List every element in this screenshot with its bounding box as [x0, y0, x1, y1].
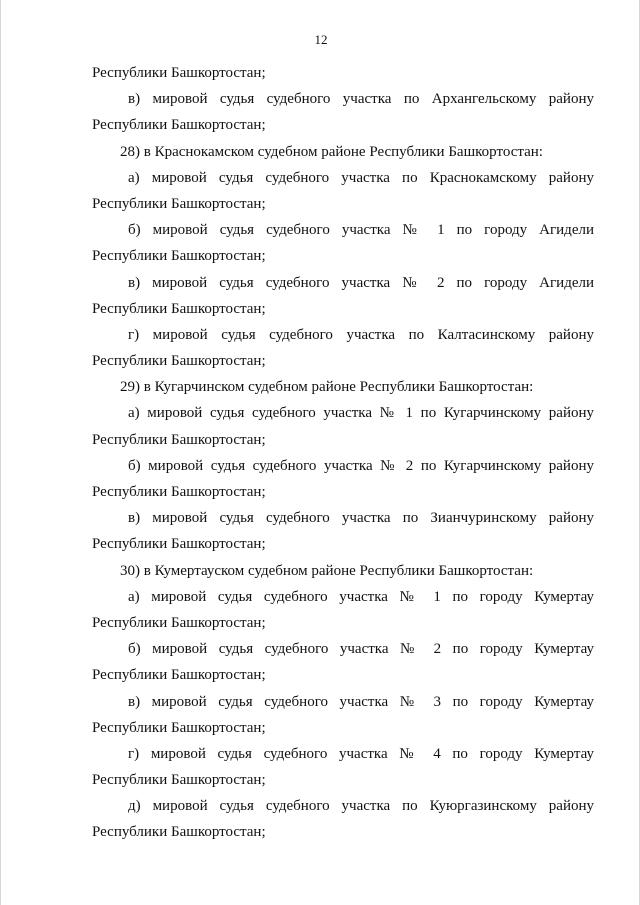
page-number: 12 [314, 32, 328, 47]
continuation-line: Республики Башкортостан; [92, 719, 266, 736]
list-item-line: б) мировой судья судебного участка № 1 по городу Агидели [128, 222, 594, 239]
continuation-line: Республики Башкортостан; [92, 353, 266, 370]
list-item-line: г) мировой судья судебного участка по Калтасинскому району [128, 326, 594, 343]
continuation-line: Республики Башкортостан; [92, 614, 266, 631]
continuation-line: Республики Башкортостан; [92, 824, 266, 841]
list-item-line: г) мировой судья судебного участка № 4 по городу Кумертау [128, 745, 594, 762]
list-item-line: б) мировой судья судебного участка № 2 по городу Кумертау [128, 641, 594, 658]
continuation-line: Республики Башкортостан; [92, 667, 266, 684]
list-item-line: а) мировой судья судебного участка по Краснокамскому району [128, 169, 594, 186]
list-item-line: а) мировой судья судебного участка № 1 по городу Кумертау [128, 588, 594, 605]
continuation-line: Республики Башкортостан; [92, 484, 266, 500]
list-item-line: б) мировой судья судебного участка № 2 по Кугарчинскому району [128, 457, 594, 474]
list-item-line: в) мировой судья судебного участка по Архангельскому району [128, 91, 594, 108]
district-heading-line: 29) в Кугарчинском судебном районе Республики Башкортостан: [120, 379, 534, 396]
district-heading-line: 28) в Краснокамском судебном районе Республики Башкортостан: [120, 143, 543, 160]
continuation-line: Республики Башкортостан; [92, 65, 266, 81]
document-body [92, 60, 594, 846]
continuation-line: Республики Башкортостан; [92, 772, 266, 789]
list-item-line: в) мировой судья судебного участка по Зианчуринскому району [128, 510, 594, 527]
district-heading-line: 30) в Кумертауском судебном районе Республики Башкортостан: [120, 562, 534, 579]
continuation-line: Республики Башкортостан; [92, 300, 266, 317]
list-item-line: в) мировой судья судебного участка № 2 по городу Агидели [128, 274, 594, 291]
continuation-line: Республики Башкортостан; [92, 117, 266, 134]
list-item-line: в) мировой судья судебного участка № 3 по городу Кумертау [128, 693, 594, 710]
list-item-line: а) мировой судья судебного участка № 1 по Кугарчинскому району [128, 405, 594, 422]
continuation-line: Республики Башкортостан; [92, 195, 266, 212]
continuation-line: Республики Башкортостан; [92, 431, 266, 448]
list-item-line: д) мировой судья судебного участка по Куюргазинскому району [128, 798, 594, 815]
continuation-line: Республики Башкортостан; [92, 536, 266, 553]
continuation-line: Республики Башкортостан; [92, 248, 266, 265]
